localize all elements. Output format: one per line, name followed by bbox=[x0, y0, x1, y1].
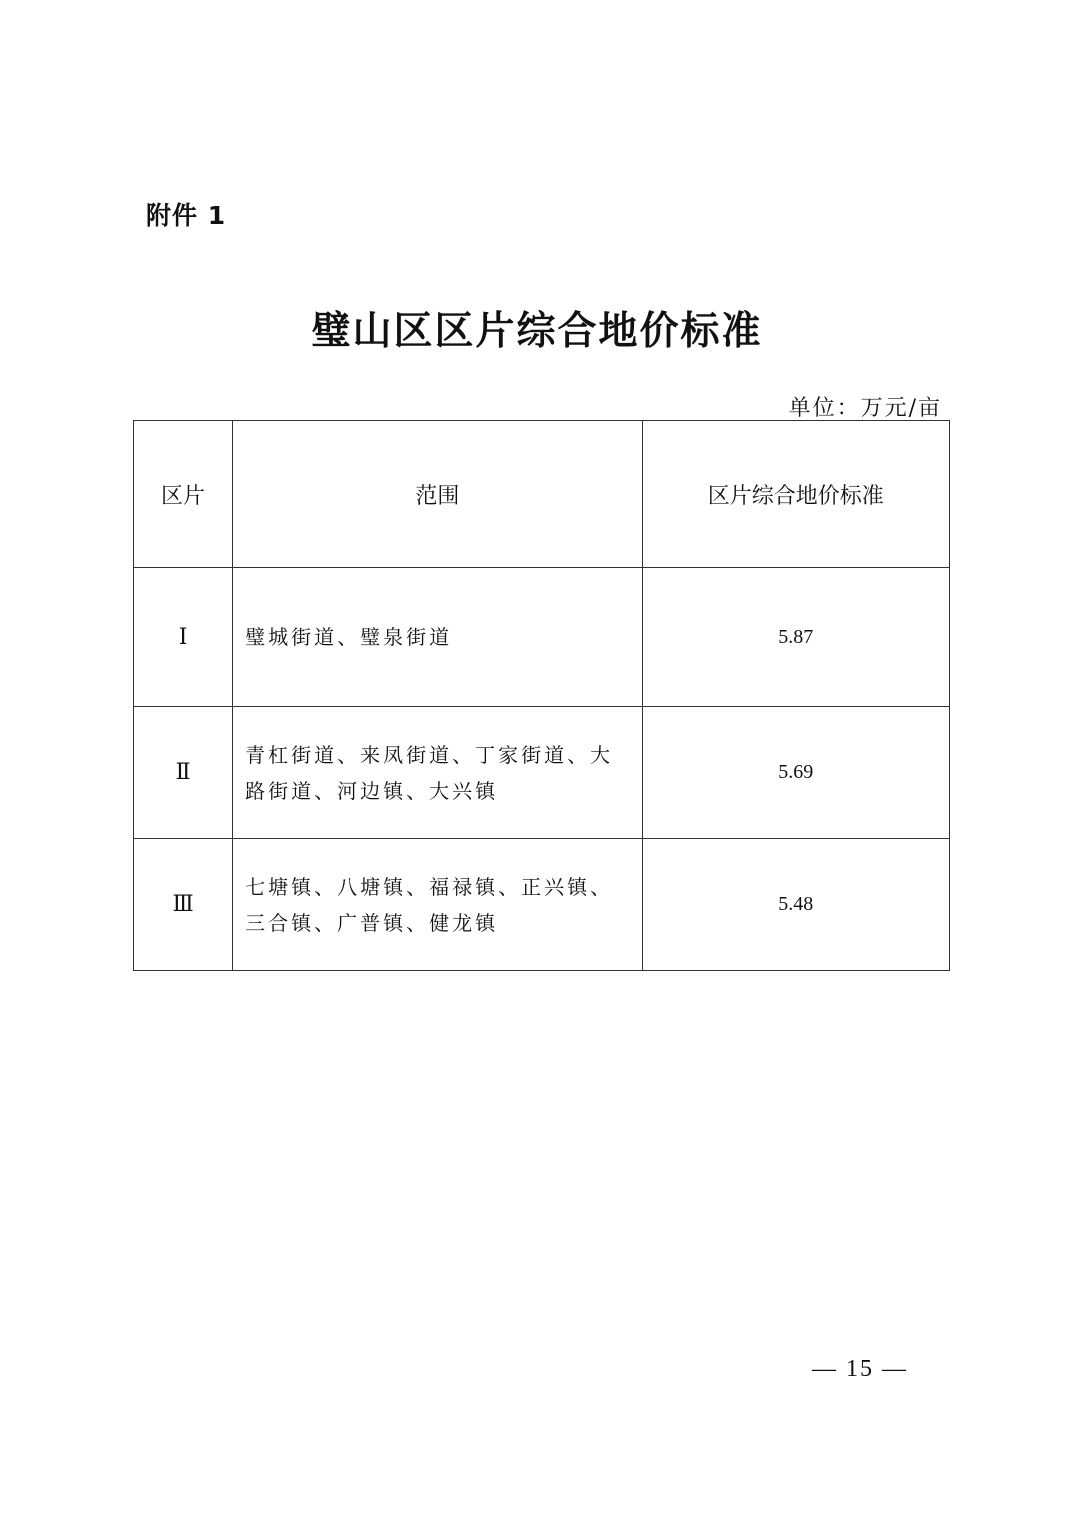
page-title: 璧山区区片综合地价标准 bbox=[311, 308, 763, 354]
zone-cell: Ⅰ bbox=[134, 568, 233, 707]
scope-cell: 七塘镇、八塘镇、福禄镇、正兴镇、三合镇、广普镇、健龙镇 bbox=[233, 839, 643, 971]
zone-cell: Ⅱ bbox=[134, 707, 233, 839]
table-row bbox=[134, 568, 950, 707]
header-scope: 范围 bbox=[233, 421, 643, 568]
header-zone: 区片 bbox=[134, 421, 233, 568]
unit-note: 单位：万元/亩 bbox=[788, 396, 942, 421]
price-cell: 5.48 bbox=[642, 839, 949, 971]
table-row bbox=[134, 707, 950, 839]
zone-cell: Ⅲ bbox=[134, 839, 233, 971]
header-price: 区片综合地价标准 bbox=[642, 421, 949, 568]
table-header-row bbox=[134, 421, 950, 568]
price-cell: 5.69 bbox=[642, 707, 949, 839]
page-number: — 15 — bbox=[812, 1356, 908, 1382]
scope-cell: 青杠街道、来凤街道、丁家街道、大路街道、河边镇、大兴镇 bbox=[233, 707, 643, 839]
table-row bbox=[134, 839, 950, 971]
price-cell: 5.87 bbox=[642, 568, 949, 707]
land-price-table bbox=[133, 420, 950, 971]
scope-cell: 璧城街道、璧泉街道 bbox=[233, 568, 643, 707]
attachment-label: 附件 1 bbox=[146, 201, 227, 230]
